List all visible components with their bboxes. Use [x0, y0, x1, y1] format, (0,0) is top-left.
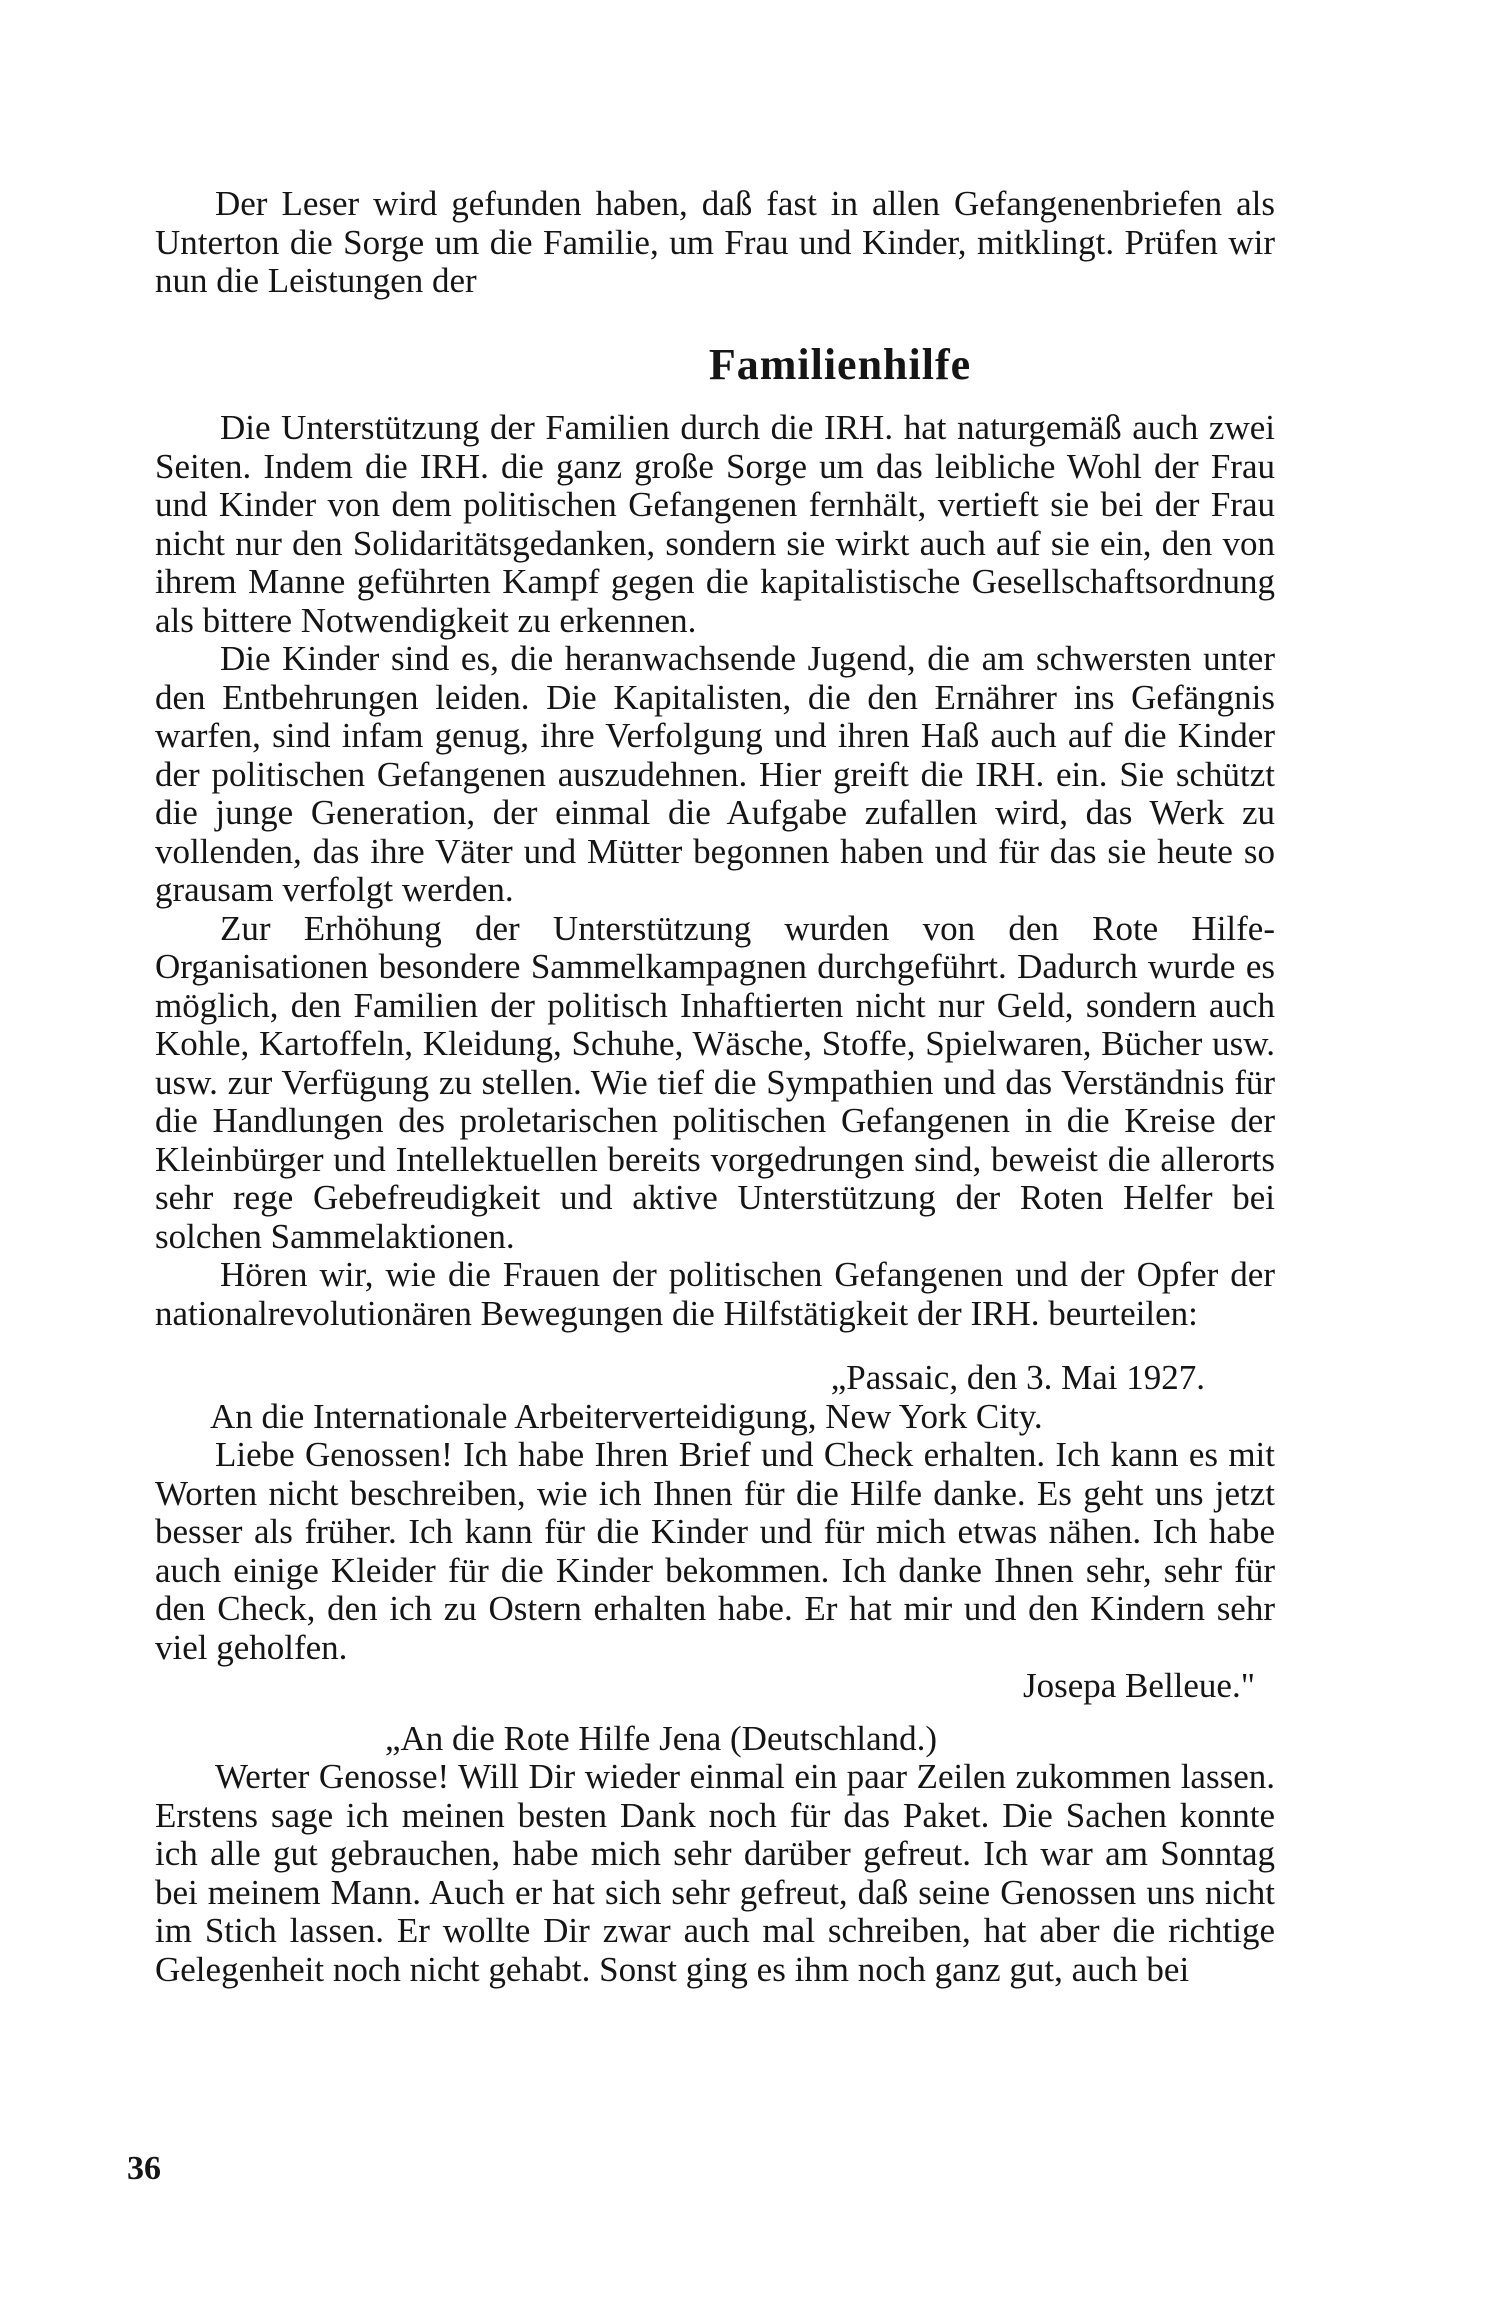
section-heading-text: Familienhilfe [708, 339, 972, 389]
letter2-body: Werter Genosse! Will Dir wieder einmal ein paar Zeilen zukommen lassen. Erstens sage ich meinen besten Dank noch für das Paket. Die Sachen konnte ich alle gut gebrauchen, habe mich sehr darüber gefreut. Ich war am Sonntag bei meinem Mann. Auch er hat sich sehr gefreut, daß seine Genossen uns nicht im Stich lassen. Er wollte Dir zwar auch mal schreiben, hat aber die richtige Gelegenheit noch nicht gehabt. Sonst ging es ihm noch ganz gut, auch bei [155, 1757, 1275, 1989]
letter1-address: An die Internationale Arbeiterverteidigung, New York City. [210, 1396, 1043, 1436]
page-number: 36 [127, 2150, 161, 2187]
book-page [155, 185, 1275, 1989]
intro-paragraph: Der Leser wird gefunden haben, daß fast in allen Gefangenenbriefen als Unterton die Sorge um die Familie, um Frau und Kinder, mitklingt. Prüfen wir nun die Leistungen der [155, 184, 1275, 300]
body-paragraph-3: Zur Erhöhung der Unterstützung wurden von den Rote Hilfe-Organisationen besondere Sammelkampagnen durchgeführt. Dadurch wurde es möglich, den Familien der politisch Inhaftierten nicht nur Geld, sondern auch Kohle, Kartoffeln, Kleidung, Schuhe, Wäsche, Stoffe, Spielwaren, Bücher usw. usw. zur Verfügung zu stellen. Wie tief die Sympathien und das Verständnis für die Handlungen des proletarischen politischen Gefangenen in die Kreise der Kleinbürger und Intellektuellen bereits vorgedrungen sind, beweist die allerorts sehr rege Gebefreudigkeit und aktive Unterstützung der Roten Helfer bei solchen Sammelaktionen. [155, 908, 1275, 1256]
letter2-address: „An die Rote Hilfe Jena (Deutschland.) [385, 1718, 938, 1758]
body-paragraph-2: Die Kinder sind es, die heranwachsende Jugend, die am schwersten unter den Entbehrungen leiden. Die Kapitalisten, die den Ernährer ins Gefängnis warfen, sind infam genug, ihre Verfolgung und ihren Haß auch auf die Kinder der politischen Gefangenen auszudehnen. Hier greift die IRH. ein. Sie schützt die junge Generation, der einmal die Aufgabe zufallen wird, das Werk zu vollenden, das ihre Väter und Mütter begonnen haben und für das sie heute so grausam verfolgt werden. [155, 639, 1275, 909]
letter1-signature: Josepa Belleue." [1023, 1666, 1255, 1705]
letter1-body: Liebe Genossen! Ich habe Ihren Brief und Check erhalten. Ich kann es mit Worten nicht beschreiben, wie ich Ihnen für die Hilfe danke. Es geht uns jetzt besser als früher. Ich kann für die Kinder und für mich etwas nähen. Ich habe auch einige Kleider für die Kinder bekommen. Ich danke Ihnen sehr, sehr für den Check, den ich zu Ostern erhalten habe. Er hat mir und den Kindern sehr viel geholfen. [155, 1435, 1275, 1667]
body-paragraph-4: Hören wir, wie die Frauen der politischen Gefangenen und der Opfer der nationalrevolutionären Bewegungen die Hilfstätigkeit der IRH. beurteilen: [155, 1255, 1275, 1333]
letter1-date: „Passaic, den 3. Mai 1927. [830, 1358, 1205, 1397]
body-paragraph-1: Die Unterstützung der Familien durch die IRH. hat naturgemäß auch zwei Seiten. Indem die IRH. die ganz große Sorge um das leibliche Wohl der Frau und Kinder von dem politischen Gefangenen fernhält, vertieft sie bei der Frau nicht nur den Solidaritätsgedanken, sondern sie wirkt auch auf sie ein, den von ihrem Manne geführten Kampf gegen die kapitalistische Gesellschaftsordnung als bittere Notwendigkeit zu erkennen. [155, 408, 1275, 640]
section-heading [155, 339, 1275, 389]
